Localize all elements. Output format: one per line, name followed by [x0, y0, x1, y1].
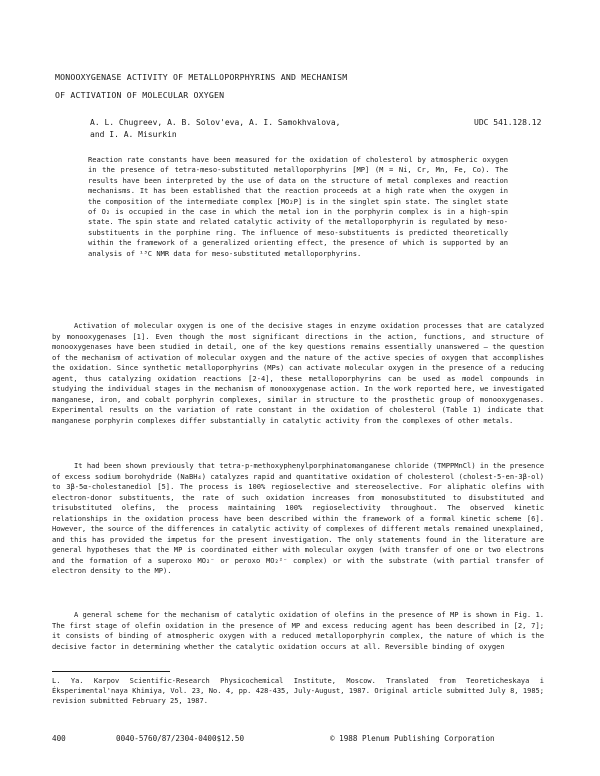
footnote-divider: [52, 671, 170, 672]
article-title-line-2: OF ACTIVATION OF MOLECULAR OXYGEN: [55, 90, 225, 100]
udc-code: UDC 541.128.12: [474, 118, 542, 127]
page-number: 400: [52, 734, 66, 743]
body-paragraph-3: A general scheme for the mechanism of catalytic oxidation of olefins in the presence of MP is shown in Fig. 1. The first stage of olefin oxidation in the presence of MP and excess reducing agent has been described in [2, 7]; it consists of binding of atmospheric oxygen with a reduced metalloporphyrin complex, the nature of which is the decisive factor in determining whether the catalytic oxidation occurs at all. Reversible binding of oxygen: [52, 610, 544, 651]
article-title-line-1: MONOOXYGENASE ACTIVITY OF METALLOPORPHYRINS AND MECHANISM: [55, 72, 348, 82]
body-paragraph-1: Activation of molecular oxygen is one of the decisive stages in enzyme oxidation processes that are catalyzed by monooxygenases [1]. Even though the most significant directions in the action, functions, and structure of monooxygenases have been studied in detail, one of the key questions remains essentially unanswered – the question of the mechanism of activation of molecular oxygen and the nature of the active species of oxygen that accomplishes the oxidation. Since synthetic metalloporphyrins (MPs) can activate molecular oxygen in the presence of a reducing agent, thus catalyzing oxidation reactions [2-4], these metalloporphyrins can be used as model compounds in studying the individual stages in the mechanism of monooxygenase action. In the work reported here, we investigated manganese, iron, and cobalt porphyrin complexes, similar in structure to the prosthetic group of monooxygenases. Experimental results on the variation of rate constant in the oxidation of cholesterol (Table 1) indicate that manganese porphyrin complexes differ substantially in catalytic activity from the complexes of other metals.: [52, 321, 544, 425]
copyright-notice: © 1988 Plenum Publishing Corporation: [330, 734, 495, 743]
body-paragraph-2: It had been shown previously that tetra-p-methoxyphenylporphinatomanganese chloride (TMPPMnCl) in the presence of excess sodium borohydride (NaBH₄) catalyzes rapid and quantitative oxidation of cholesterol (cholest-5-en-3β-ol) to 3β-5α-cholestanediol [5]. The process is 100% regioselective and stereoselective. For aliphatic olefins with electron-donor substituents, the rate of such oxidation increases from monosubstituted to disubstituted and trisubstituted olefins, the process maintaining 100% regioselectivity throughout. The observed kinetic relationships in the oxidation process have been described within the framework of a formal kinetic scheme [6]. However, the source of the differences in catalytic activity of complexes of different metals remained unexplained, and this has provided the impetus for the present investigation. The only statements found in the literature are general hypotheses that the MP is coordinated either with molecular oxygen (with transfer of one or two electrons and the formation of a superoxo MO₂⁻ or peroxo MO₂²⁻ complex) or with the substrate (with partial transfer of electron density to the MP).: [52, 461, 544, 575]
authors-line-1: A. L. Chugreev, A. B. Solov'eva, A. I. Samokhvalova,: [90, 118, 341, 127]
footnote-affiliation: L. Ya. Karpov Scientific-Research Physicochemical Institute, Moscow. Translated from Teoreticheskaya i Éksperimental'naya Khimiya, Vol. 23, No. 4, pp. 428-435, July-August, 1987. Original article submitted July 8, 1985; revision submitted February 25, 1987.: [52, 677, 544, 706]
abstract: Reaction rate constants have been measured for the oxidation of cholesterol by atmospheric oxygen in the presence of tetra-meso-substituted metalloporphyrins [MP] (M = Ni, Cr, Mn, Fe, Co). The results have been interpreted by the use of data on the structure of metal complexes and reaction mechanisms. It has been established that the reaction proceeds at a high rate when the oxygen in the composition of the intermediate complex [MO₂P] is in the singlet spin state. The singlet state of O₂ is occupied in the case in which the metal ion in the porphyrin complex is in a high-spin state. The spin state and related catalytic activity of the metalloporphyrin is regulated by meso-substituents in the porphine ring. The influence of meso-substituents is predicted theoretically within the framework of a generalized orienting effect, the presence of which is supported by an analysis of ¹³C NMR data for meso-substituted metalloporphyrins.: [88, 155, 508, 258]
authors-line-2: and I. A. Misurkin: [90, 130, 177, 139]
journal-code: 0040-5760/87/2304-0400$12.50: [116, 734, 245, 743]
